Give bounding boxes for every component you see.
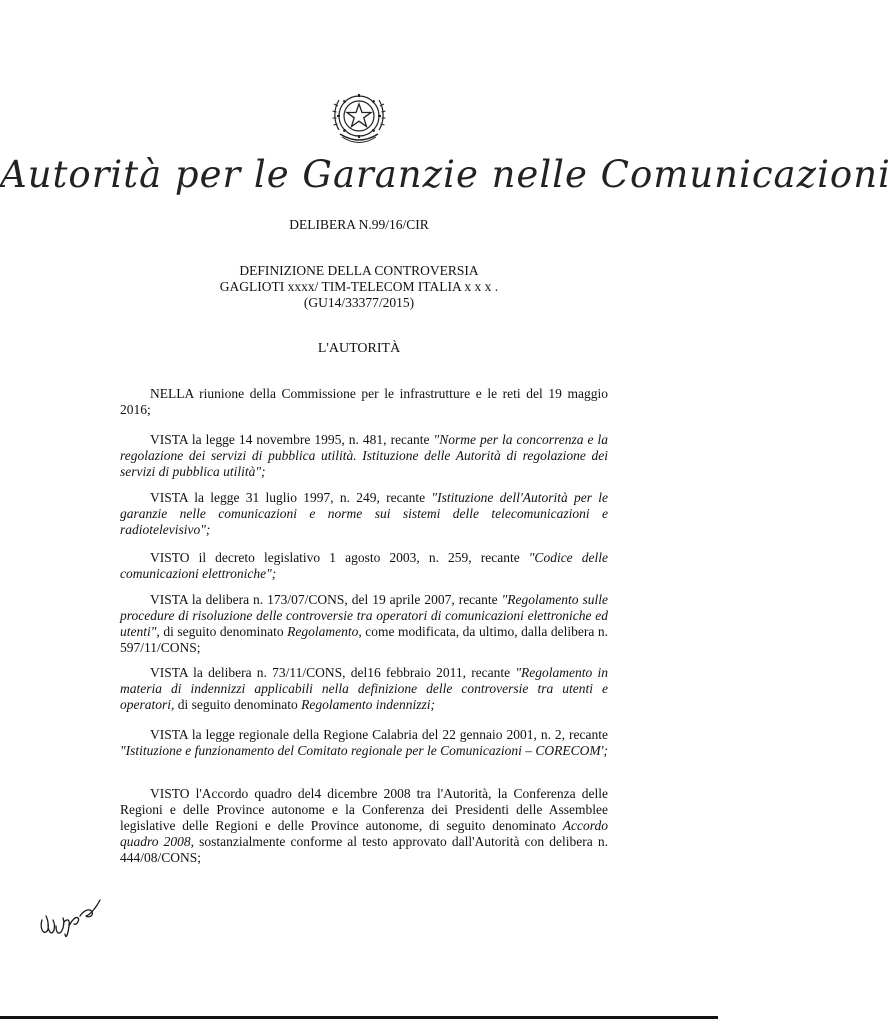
paragraph-legge-regionale [120, 727, 608, 759]
paragraph-tail: come modificata, da ultimo, dalla delibera n. 597/11/CONS; [120, 624, 609, 655]
subject-line-1: DEFINIZIONE DELLA CONTROVERSIA [239, 263, 479, 278]
bottom-border [0, 1016, 718, 1019]
paragraph-short-name: Accordo quadro 2008, [120, 818, 608, 849]
paragraph-title: "Norme per la concorrenza e la regolazione dei servizi di pubblica utilità. Istituzione delle Autorità di regolazione dei servizi di pubblica utilità"; [120, 432, 608, 479]
paragraph-lead: VISTA la legge 14 novembre 1995, n. 481, recante [150, 432, 434, 447]
paragraph-lead: VISTO il decreto legislativo 1 agosto 2003, n. 259, recante [150, 550, 529, 565]
italian-republic-emblem-icon [326, 84, 392, 150]
paragraph-lead: VISTA la delibera n. 173/07/CONS, del 19 aprile 2007, recante [150, 592, 502, 607]
paragraph-lead: VISTA la legge 31 luglio 1997, n. 249, recante [150, 490, 432, 505]
handwritten-signature-icon [36, 890, 104, 942]
paragraph-text: NELLA riunione della Commissione per le infrastrutture e le reti del 19 maggio 2016; [120, 386, 608, 417]
paragraph-title: "Codice delle comunicazioni elettroniche"; [120, 550, 608, 581]
paragraph-tail: sostanzialmente conforme al testo approvato dall'Autorità con delibera n. 444/08/CONS; [120, 834, 608, 865]
paragraph-delibera-173 [120, 592, 608, 656]
paragraph-mid: di seguito denominato [174, 697, 302, 712]
paragraph-accordo-quadro [120, 786, 608, 866]
paragraph-title: "Istituzione dell'Autorità per le garanzie nelle comunicazioni e norme sui sistemi delle telecomunicazioni e radiotelevisivo"; [120, 490, 608, 537]
paragraph-title: "Istituzione e funzionamento del Comitato regionale per le Comunicazioni – CORECOM'; [120, 743, 609, 758]
paragraph-delibera-73 [120, 665, 608, 713]
paragraph-decreto-259 [120, 550, 608, 582]
delibera-number: DELIBERA N.99/16/CIR [289, 217, 429, 232]
paragraph-short-name: Regolamento, [287, 624, 362, 639]
paragraph-lead: VISTA la legge regionale della Regione Calabria del 22 gennaio 2001, n. 2, recante [150, 727, 608, 742]
subject-line-2: GAGLIOTI xxxx/ TIM-TELECOM ITALIA x x x . [219, 279, 499, 294]
masthead-title: Autorità per le Garanzie nelle Comunicazioni [0, 153, 891, 196]
paragraph-title: "Regolamento in materia di indennizzi applicabili nella definizione delle controversie tra utenti e operatori, [120, 665, 608, 712]
paragraph-legge-481 [120, 432, 608, 480]
paragraph-riunione [120, 386, 608, 418]
paragraph-short-name: Regolamento indennizzi; [301, 697, 435, 712]
paragraph-legge-249 [120, 490, 608, 538]
authority-heading: L'AUTORITÀ [317, 341, 401, 356]
paragraph-lead: VISTO l'Accordo quadro del4 dicembre 2008 tra l'Autorità, la Conferenza delle Regioni e delle Province autonome e la Conferenza dei Presidenti delle Assemblee legislative delle Regioni e delle Province autonome, di seguito denominato [120, 786, 608, 833]
paragraph-title: "Regolamento sulle procedure di risoluzione delle controversie tra operatori di comunicazioni elettroniche ed utenti", [120, 592, 608, 639]
paragraph-mid: di seguito denominato [159, 624, 288, 639]
paragraph-lead: VISTA la delibera n. 73/11/CONS, del16 febbraio 2011, recante [150, 665, 516, 680]
subject-line-3: (GU14/33377/2015) [303, 295, 415, 310]
